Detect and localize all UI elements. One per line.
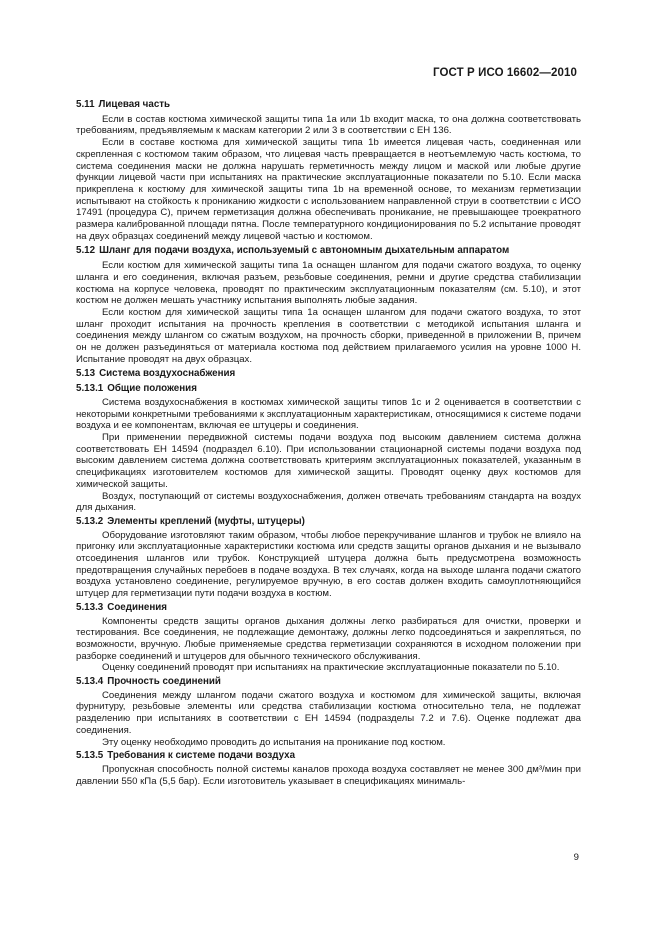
paragraph: Эту оценку необходимо проводить до испытания на проникание под костюм. xyxy=(102,736,446,748)
subsection-heading xyxy=(76,676,581,688)
section-title: Прочность соединений xyxy=(107,676,221,688)
section-number: 5.13.1 xyxy=(76,383,104,395)
subsection-heading xyxy=(76,750,581,762)
section-title: Лицевая часть xyxy=(98,99,171,110)
section-number: 5.13.2 xyxy=(76,515,104,527)
paragraph: Если в составе костюма для химической защиты типа 1b имеется лицевая часть, соединенная или скрепленная с костюмом таким образом, что лицевая часть превращается в неотъемлемую часть костюма, то система соединения маски не должна нарушать герметичность между лицом и маской или любые другие функции лицевой части при испытаниях на практические эксплуатационные показатели по 5.10. Если маска прикреплена к костюму для химической защиты типа 1b на временной основе, то механизм герметизации испытывают на стойкость к прониканию жидкости с использованием направленной струи в соответствии с ИСО 17491 (процедура С), причем герметизация должна обеспечивать проникание, не превышающее троекратного размера калиброванной площади пятна. После температурного кондиционирования по 5.2 испытание проводят на двух образцах соединений между лицевой частью и костюмом. xyxy=(76,137,581,242)
section-number: 5.13.4 xyxy=(76,676,104,688)
paragraph: Оборудование изготовляют таким образом, чтобы любое перекручивание шлангов и трубок не влияло на пригонку или эксплуатационные характеристики костюма или средств защиты органов дыхания и не вызывало отсоединения шлангов или трубок. Конструкцией штуцера должна быть предусмотрена возможность предотвращения случайных перебоев в подаче воздуха. В тех случаях, когда на выходе шланга подачи сжатого воздуха установлено соединение, регулируемое вручную, в его состав должен входить самоуплотняющийся штуцер для герметизации пути подачи воздуха в костюм. xyxy=(76,529,581,600)
paragraph: Если костюм для химической защиты типа 1а оснащен шлангом для подачи сжатого воздуха, то оценку шланга и его соединения, включая разъем, резьбовые соединения, ремни и другие средства стабилизации костюма на корпусе человека, проводят по практическим эксплуатационным показателям (см. 5.10), и этот костюм не должен мешать участнику испытания выполнять любые задания. xyxy=(76,260,581,307)
section-heading xyxy=(76,245,581,257)
section-number: 5.13.5 xyxy=(76,750,104,762)
paragraph: Пропускная способность полной системы каналов прохода воздуха составляет не менее 300 дм³/мин при давлении 550 кПа (5,5 бар). Если изготовитель указывает в спецификациях минималь- xyxy=(76,763,581,787)
subsection-heading xyxy=(76,383,581,395)
section-title: Общие положения xyxy=(107,383,197,395)
paragraph: Оценку соединений проводят при испытаниях на практические эксплуатационные показатели по 5.10. xyxy=(102,662,560,674)
paragraph: Компоненты средств защиты органов дыхания должны легко разбираться для очистки, проверки и тестирования. Все соединения, не подлежащие демонтажу, должны легко подсоединяться и закрепляться, по возможности, вручную. Любые применяемые средства герметизации сохраняются в исходном положении при разборке соединений и штуцеров для обычного технического обслуживания. xyxy=(76,615,581,662)
paragraph: Если в состав костюма химической защиты типа 1а или 1b входит маска, то она должна соответствовать требованиям, предъявляемым к маскам категории 2 или 3 в соответствии с ЕН 136. xyxy=(76,113,581,137)
subsection-heading xyxy=(76,602,581,614)
paragraph: Система воздухоснабжения в костюмах химической защиты типов 1с и 2 оценивается в соответствии с некоторыми конкретными требованиями к эксплуатационным характеристикам, относящимися к системе подачи воздуха и ее компонентам, включая ее штуцеры и соединения. xyxy=(76,396,581,432)
section-title: Шланг для подачи воздуха, используемый с автономным дыхательным аппаратом xyxy=(99,245,510,257)
paragraph: Если костюм для химической защиты типа 1а оснащен шлангом для подачи сжатого воздуха, то этот шланг проходит испытания на прочность крепления в соответствии с методикой испытания шланга и соединения между шлангом со сжатым воздухом, на прочность сборки, приведенной в приложении В, причем он не должен разъединяться от материала костюма под действием прилагаемого усилия на уровне 1000 Н. Испытание проводят на двух образцах. xyxy=(76,306,581,365)
section-title: Элементы креплений (муфты, штуцеры) xyxy=(107,515,305,527)
section-heading xyxy=(76,368,581,380)
section-number: 5.12 xyxy=(76,245,96,257)
paragraph: Соединения между шлангом подачи сжатого воздуха и костюмом для химической защиты, включая фурнитуру, резьбовые элементы или средства стабилизации костюма относительно тела, не подлежат разделению при испытаниях в соответствии с ЕН 14594 (подразделы 7.2 и 7.6). Оценке подлежат два соединения. xyxy=(76,689,581,736)
section-title: Система воздухоснабжения xyxy=(99,368,236,380)
paragraph: Воздух, поступающий от системы воздухоснабжения, должен отвечать требованиям стандарта на воздух для дыхания. xyxy=(76,490,581,514)
section-number: 5.13.3 xyxy=(76,601,104,613)
section-number: 5.13 xyxy=(76,368,96,380)
standard-header: ГОСТ Р ИСО 16602—2010 xyxy=(432,67,577,79)
section-title: Требования к системе подачи воздуха xyxy=(107,750,296,762)
section-title: Соединения xyxy=(107,601,168,613)
subsection-heading xyxy=(76,516,581,528)
paragraph: При применении передвижной системы подачи воздуха под высоким давлением система должна соответствовать ЕН 14594 (подраздел 6.10). При использовании стационарной системы подачи воздуха под высоким давлением система должна соответствовать критериям эксплуатационных показателей, указанным в спецификациях изготовителем костюмов для химической защиты. Проводят оценку двух костюмов для химической защиты. xyxy=(76,431,581,490)
section-heading xyxy=(76,99,581,111)
section-number: 5.11 xyxy=(76,99,95,110)
page-number: 9 xyxy=(573,852,579,863)
document-body xyxy=(76,96,581,787)
